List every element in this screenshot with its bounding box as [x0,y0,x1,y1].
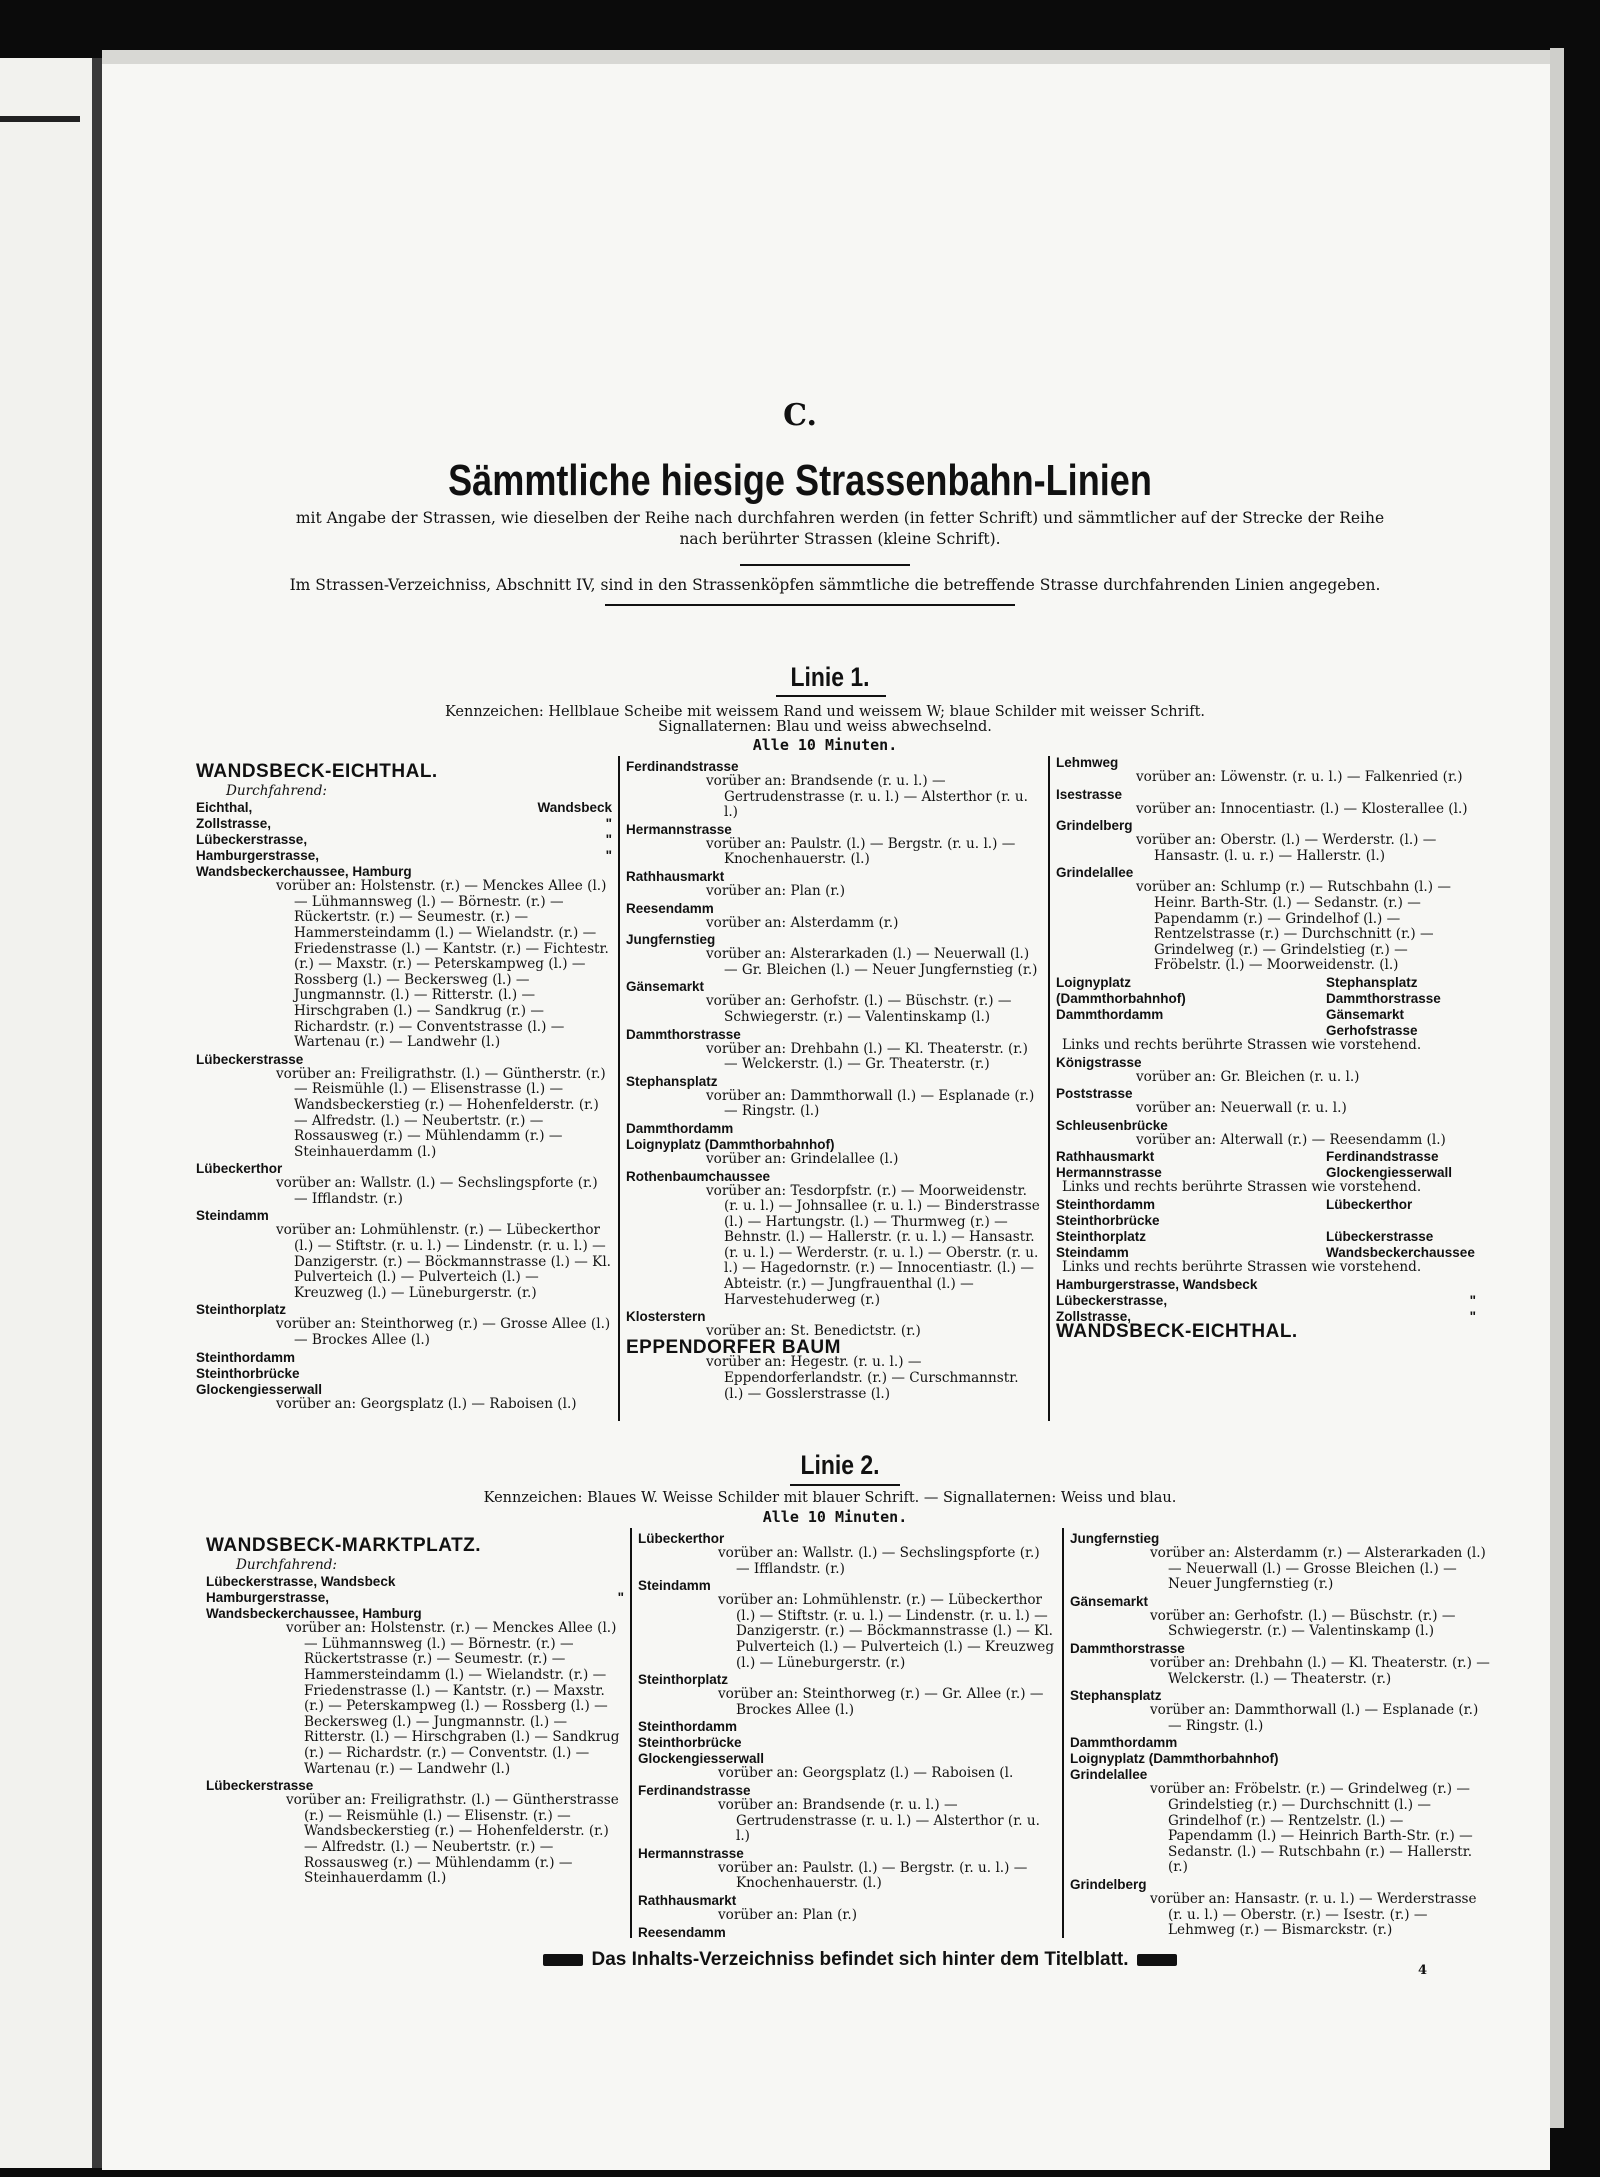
linie-1-column-3 [1056,754,1476,1342]
l1-street: Glockengiesserwall [1326,1165,1453,1181]
linie-2-interval: Alle 10 Minuten. [762,1508,908,1526]
l2-street: Stephansplatz [1070,1688,1162,1704]
l1-street: Loignyplatz (Dammthorbahnhof) [626,1136,835,1152]
l1-street: Steinthorbrücke [1056,1212,1160,1228]
l1-street-row [1056,975,1476,990]
linie-2-column-1 [206,1536,624,1887]
l2-street: Lübeckerstrasse [206,1778,314,1794]
l2-passing-streets: vorüber an: Plan (r.) [718,1906,858,1923]
l1-street: Loignyplatz [1056,974,1131,990]
book-spine [92,58,102,2168]
column-divider [1062,1528,1064,1938]
column-divider [630,1528,632,1938]
l2-street: Steindamm [638,1578,711,1594]
linie-2-title: Linie 2. [800,1450,880,1480]
durchfahrend-label: Durchfahrend: [236,1556,337,1573]
l1-street: Stephansplatz [626,1073,718,1089]
l1-street: Schleusenbrücke [1056,1117,1168,1133]
l1-place: " [1469,1292,1476,1308]
l2-street: Gänsemarkt [1070,1593,1149,1609]
l1-street: Jungfernstieg [626,932,716,948]
l1-street-row [1056,1213,1476,1228]
l2-passing-streets: vorüber an: Gerhofstr. (l.) — Büschstr. (r.) — Schwiegerstr. (r.) — Valentinskamp (l.) [1150,1607,1456,1640]
linie-2-column-2 [638,1530,1056,1940]
divider [605,604,1015,606]
l1-street: Zollstrasse, [196,816,272,832]
divider [790,1484,900,1486]
l1-street: Steinthorplatz [196,1302,286,1318]
page-title: Sämmtliche hiesige Strassenbahn-Linien [448,456,1152,505]
l1-street: Grindelberg [1056,818,1133,834]
l1-passing-streets: vorüber an: Alterwall (r.) — Reesendamm (l.) [1136,1131,1446,1148]
page-edge-shadow [0,116,80,122]
l2-street: Hermannstrasse [638,1845,744,1861]
l1-passing-streets: vorüber an: Alsterarkaden (l.) — Neuerwall (l.) — Gr. Bleichen (l.) — Neuer Jungfernstieg (r.) [706,946,1038,978]
l1-street: Wandsbeckerchaussee [1326,1244,1475,1260]
l1-street: Hermannstrasse [1056,1165,1162,1181]
l1-passing-streets: vorüber an: Freiligrathstr. (l.) — Güntherstr. (r.) — Reismühle (l.) — Elisenstrasse (l.) — Wandsbeckerstieg (r.) — Hohenfelderstr. (r.) — Alfredstr. (l.) — Neubertstr. (r.) — Rossausweg (r.) — Mühlendamm (r.) — Steinhauerdamm (l.) [276,1065,606,1160]
linie-2-column-3 [1070,1530,1492,1939]
l1-street: (Dammthorbahnhof) [1056,990,1186,1006]
l1-street: Hamburgerstrasse, [196,848,320,864]
end-terminus: WANDSBECK-EICHTHAL. [1056,1320,1298,1342]
l2-passing-streets: vorüber an: Freiligrathstr. (l.) — Güntherstrasse (r.) — Reismühle (l.) — Elisenstr. (r.) — Wandsbeckerstieg (r.) — Hohenfelderstr. (r.) — Alfredstr. (l.) — Neubertstr. (r.) — Rossausweg (r.) — Mühlendamm (r.) — Steinhauerdamm (l.) [286,1792,619,1887]
l1-street-row [1056,1149,1476,1164]
index-note: Im Strassen-Verzeichniss, Abschnitt IV, sind in den Strassenköpfen sämmtliche die betreffende Strasse durchfahrenden Linien angegeben. [289,576,1381,594]
l2-street: Steinthorbrücke [638,1735,742,1751]
l2-passing-streets: vorüber an: Drehbahn (l.) — Kl. Theaterstr. (r.) — Welckerstr. (l.) — Theaterstr. (r.) [1150,1654,1490,1687]
l2-passing-streets: vorüber an: Fröbelstr. (r.) — Grindelweg (r.) — Grindelstieg (r.) — Durchschnitt (l.) — Grindelhof (r.) — Rentzelstr. (l.) — Papendamm (l.) — Heinrich Barth-Str. (r.) — Sedanstr. (l.) — Rutschbahn (r.) — Hallerstr. (r.) [1150,1781,1473,1876]
l1-street-row [1056,1229,1476,1244]
l2-passing-streets: vorüber an: Brandsende (r. u. l.) — Gertrudenstrasse (r. u. l.) — Alsterthor (r. u. l.) [718,1796,1040,1845]
l1-street: Steinthordamm [1056,1196,1156,1212]
l1-street: Lübeckerstrasse [196,1051,304,1067]
l1-street: Poststrasse [1056,1086,1133,1102]
start-terminus: WANDSBECK-EICHTHAL. [196,761,438,782]
l2-street: Grindelberg [1070,1876,1147,1892]
l1-street: Rothenbaumchaussee [626,1168,771,1184]
l1-street: Ferdinandstrasse [626,759,739,774]
intro-text: mit Angabe der Strassen, wie dieselben der Reihe nach durchfahren werden (in fetter Schrift) und sämmtlicher auf der Strecke der Reihe nach berührter Strassen (kleine Schrift). [295,509,1385,548]
l1-street: Lübeckerthor [1326,1196,1413,1212]
l2-street: Ferdinandstrasse [638,1782,751,1798]
l1-passing-streets: vorüber an: Alsterdamm (r.) [706,914,899,931]
pointing-hand-icon [1137,1954,1177,1966]
l1-street: Hermannstrasse [626,821,732,837]
footer-note [460,1949,1260,1971]
l1-street: Gänsemarkt [1326,1006,1405,1022]
divider [776,695,886,697]
l1-place: Wandsbeck [537,800,612,816]
section-letter: C. [783,398,817,433]
l1-place: " [605,832,612,848]
l1-street: Hamburgerstrasse, Wandsbeck [1056,1276,1258,1292]
l1-street: Klosterstern [626,1309,706,1325]
l2-passing-streets: vorüber an: Alsterdamm (r.) — Alsterarkaden (l.) — Neuerwall (l.) — Grosse Bleichen (l.) — Neuer Jungfernstieg (r.) [1150,1545,1486,1593]
l1-passing-streets: vorüber an: St. Benedictstr. (r.) [706,1323,921,1340]
l1-note: Links und rechts berührte Strassen wie vorstehend. [1062,1258,1422,1275]
start-terminus: WANDSBECK-MARKTPLATZ. [206,1535,482,1556]
l1-street: Gänsemarkt [626,979,705,995]
l1-passing-streets: vorüber an: Lohmühlenstr. (r.) — Lübeckerthor (l.) — Stiftstr. (r. u. l.) — Lindenstr. (r. u. l.) — Danzigerstr. (r.) — Böckmannstrasse (l.) — Kl. Pulverteich (l.) — Pulverteich (l.) — Kreuzweg (l.) — Lüneburgerstr. (r.) [276,1222,611,1301]
l1-street: Steindamm [1056,1244,1129,1260]
pointing-hand-icon [543,1954,583,1966]
l1-street-row [1056,1165,1476,1180]
l1-passing-streets: vorüber an: Schlump (r.) — Rutschbahn (l.) — Heinr. Barth-Str. (l.) — Sedanstr. (r.) — Papendamm (r.) — Grindelhof (l.) — Rentzelstrasse (r.) — Durchschnitt (r.) — Grindelweg (r.) — Grindelstieg (r.) — Fröbelstr. (l.) — Moorweidenstr. (l.) [1136,879,1451,974]
column-divider [1048,756,1050,1421]
l1-street: Lübeckerstrasse, [1056,1292,1168,1308]
l1-passing-streets: vorüber an: Georgsplatz (l.) — Raboisen (l.) [276,1395,577,1412]
l2-passing-streets: vorüber an: Dammthorwall (l.) — Esplanade (r.) — Ringstr. (l.) [1150,1702,1479,1734]
l1-street-row [1056,1293,1476,1308]
l2-street: Steinthorplatz [638,1672,728,1688]
l2-passing-streets: vorüber an: Hansastr. (r. u. l.) — Werderstrasse (r. u. l.) — Oberstr. (r.) — Isestr. (r.) — Lehmweg (r.) — Bismarckstr. (r.) [1150,1890,1477,1939]
l2-street: Loignyplatz (Dammthorbahnhof) [1070,1751,1279,1767]
l1-street: Lübeckerstrasse, [196,832,308,848]
l2-passing-streets: vorüber an: Lohmühlenstr. (r.) — Lübeckerthor (l.) — Stiftstr. (r. u. l.) — Lindenstr. (r. u. l.) — Danzigerstr. (r.) — Böckmannstrasse (l.) — Kl. Pulverteich (l.) — Pulverteich (l.) — Kreuzweg (l.) — Lüneburgerstr. (r.) [718,1592,1055,1671]
l2-passing-streets: vorüber an: Holstenstr. (r.) — Menckes Allee (l.) — Lühmannsweg (l.) — Börnestr. (r.) — Rückertstrasse (r.) — Seumestr. (r.) — Hammersteindamm (l.) — Wielandstr. (r.) — Friedenstrasse (l.) — Kantstr. (r.) — Maxstr. (r.) — Peterskampweg (l.) — Rossberg (l.) — Beckersweg (l.) — Jungmannstr. (l.) — Ritterstr. (l.) — Hirschgraben (l.) — Sandkrug (r.) — Richardstr. (r.) — Conventstr. (l.) — Wartenau (r.) — Landwehr (l.) [286,1620,620,1777]
l1-passing-streets: vorüber an: Hegestr. (r. u. l.) — Eppendorferlandstr. (r.) — Curschmannstr. (l.) — Gosslerstrasse (l.) [706,1354,1019,1402]
l1-passing-streets: vorüber an: Paulstr. (l.) — Bergstr. (r. u. l.) — Knochenhauerstr. (l.) [706,835,1016,868]
l1-street: Lübeckerthor [196,1161,283,1177]
l1-street: Wandsbeckerchaussee, Hamburg [196,864,412,880]
l1-street: Steindamm [196,1208,269,1224]
l1-street: Dammthordamm [1056,1006,1164,1022]
l1-street [1326,1213,1476,1228]
l1-place: " [605,848,612,864]
l1-passing-streets: vorüber an: Grindelallee (l.) [706,1150,899,1167]
column-divider [618,756,620,1421]
l1-street: Ferdinandstrasse [1326,1149,1439,1165]
l2-street: Steinthordamm [638,1719,738,1735]
l2-street: Reesendamm [638,1924,726,1940]
l1-street: Königstrasse [1056,1054,1142,1070]
previous-page-edge [0,58,92,2168]
l1-street-row [1056,1277,1476,1292]
l2-street: Dammthordamm [1070,1735,1178,1751]
durchfahrend-label: Durchfahrend: [226,782,327,799]
l1-street-row [1056,1245,1476,1260]
l1-street: Lübeckerstrasse [1326,1228,1434,1244]
l1-street: Steinthordamm [196,1349,296,1365]
linie-1-interval: Alle 10 Minuten. [752,736,898,754]
l1-street: Steinthorbrücke [196,1365,300,1381]
l2-street-row [206,1590,624,1605]
l2-place: " [617,1590,624,1606]
l1-street: Glockengiesserwall [196,1381,323,1397]
linie-1-column-2 [626,758,1042,1402]
l1-street: Dammthorstrasse [626,1026,741,1042]
l2-street: Hamburgerstrasse, [206,1590,330,1606]
right-page-edge [1550,48,1564,2128]
l2-street: Wandsbeckerchaussee, Hamburg [206,1606,422,1622]
l1-passing-streets: vorüber an: Wallstr. (l.) — Sechslingspforte (r.) — Ifflandstr. (r.) [276,1175,598,1207]
l1-passing-streets: vorüber an: Plan (r.) [706,882,846,899]
l1-passing-streets: vorüber an: Holstenstr. (r.) — Menckes Allee (l.) — Lühmannsweg (l.) — Börnestr. (r.) — Rückertstr. (r.) — Seumestr. (r.) — Hammersteindamm (l.) — Wielandstr. (r.) — Friedenstrasse (l.) — Kantstr. (r.) — Fichtestr. (r.) — Maxstr. (r.) — Peterskampweg (l.) — Rossberg (l.) — Beckersweg (l.) — Jungmannstr. (l.) — Ritterstr. (l.) — Hirschgraben (l.) — Sandkrug (r.) — Richardstr. (r.) — Conventstrasse (l.) — Wartenau (r.) — Landwehr (l.) [276,878,609,1051]
l2-street: Lübeckerstrasse, Wandsbeck [206,1574,396,1590]
l1-street-row [196,848,612,863]
l2-street: Glockengiesserwall [638,1751,765,1767]
l1-passing-streets: vorüber an: Neuerwall (r. u. l.) [1136,1100,1347,1117]
linie-1-column-1 [196,762,612,1412]
end-terminus: EPPENDORFER BAUM [626,1336,841,1358]
linie-1-title: Linie 1. [790,662,870,692]
l1-street: Isestrasse [1056,786,1123,802]
l1-passing-streets: vorüber an: Drehbahn (l.) — Kl. Theaterstr. (r.) — Welckerstr. (l.) — Gr. Theaterstr. (r.) [706,1040,1028,1073]
l1-passing-streets: vorüber an: Steinthorweg (r.) — Grosse Allee (l.) — Brockes Allee (l.) [276,1316,611,1349]
l1-passing-streets: vorüber an: Tesdorpfstr. (r.) — Moorweidenstr. (r. u. l.) — Johnsallee (r. u. l.) — Binderstrasse (l.) — Hartungstr. (l.) — Thurmweg (r.) — Behnstr. (l.) — Hallerstr. (r. u. l.) — Hansastr. (r. u. l.) — Werderstr. (r. u. l.) — Oberstr. (r. u. l.) — Hagedornstr. (r.) — Innocentiastr. (l.) — Abteistr. (r.) — Jungfrauenthal (l.) — Harvestehuderweg (r.) [706,1182,1040,1308]
l1-street: Grindelallee [1056,865,1134,881]
l2-street-row [206,1606,624,1621]
l2-street: Grindelallee [1070,1767,1148,1783]
l1-passing-streets: vorüber an: Löwenstr. (r. u. l.) — Falkenried (r.) [1136,769,1463,785]
l2-passing-streets: vorüber an: Georgsplatz (l.) — Raboisen (l. [718,1765,1014,1782]
l1-street: Steinthorplatz [1056,1228,1146,1244]
page-number: 4 [1418,1963,1428,1978]
l2-street: Jungfernstieg [1070,1531,1160,1546]
footer-text: Das Inhalts-Verzeichniss befindet sich hinter dem Titelblatt. [591,1949,1129,1970]
page-top-shade [102,50,1550,64]
linie-2-kennzeichen: Kennzeichen: Blaues W. Weisse Schilder mit blauer Schrift. — Signallaternen: Weiss und blau. [483,1490,1177,1506]
l1-passing-streets: vorüber an: Dammthorwall (l.) — Esplanade (r.) — Ringstr. (l.) [706,1087,1035,1120]
l1-note: Links und rechts berührte Strassen wie vorstehend. [1062,1179,1422,1196]
l1-street: Stephansplatz [1326,974,1418,990]
l1-street-row [196,816,612,831]
linie-1-kennzeichen: Kennzeichen: Hellblaue Scheibe mit weissem Rand und weissem W; blaue Schilder mit weisser Schrift. [444,704,1206,720]
l1-street: Dammthorstrasse [1326,990,1441,1006]
l1-street: Rathhausmarkt [626,868,725,884]
linie-1-signal: Signallaternen: Blau und weiss abwechselnd. [658,719,992,735]
l2-passing-streets: vorüber an: Steinthorweg (r.) — Gr. Allee (r.) — Brockes Allee (l.) [718,1686,1044,1718]
l1-street: Rathhausmarkt [1056,1149,1155,1165]
l1-passing-streets: vorüber an: Oberstr. (l.) — Werderstr. (l.) — Hansastr. (l. u. r.) — Hallerstr. (l.) [1136,832,1437,864]
l1-passing-streets: vorüber an: Gr. Bleichen (r. u. l.) [1136,1068,1360,1085]
l1-street: Zollstrasse, [1056,1308,1132,1324]
l1-street-row [1056,1023,1476,1038]
l1-passing-streets: vorüber an: Innocentiastr. (l.) — Klosterallee (l.) [1136,800,1468,817]
l2-street: Dammthorstrasse [1070,1640,1185,1656]
l1-note: Links und rechts berührte Strassen wie vorstehend. [1062,1036,1422,1053]
l2-street-row [206,1574,624,1589]
l1-street: Reesendamm [626,900,714,916]
l2-passing-streets: vorüber an: Paulstr. (l.) — Bergstr. (r. u. l.) — Knochenhauerstr. (l.) [718,1859,1028,1892]
l1-street-row [1056,1197,1476,1212]
l1-passing-streets: vorüber an: Brandsende (r. u. l.) — Gertrudenstrasse (r. u. l.) — Alsterthor (r. u. l.) [706,773,1028,821]
l1-place: " [1469,1308,1476,1324]
l1-street-row [196,864,612,879]
l1-street: Gerhofstrasse [1326,1022,1418,1038]
l1-street: Lehmweg [1056,755,1119,770]
l1-passing-streets: vorüber an: Gerhofstr. (l.) — Büschstr. (r.) — Schwiegerstr. (r.) — Valentinskamp (l.) [706,993,1012,1025]
l1-street-row [196,832,612,847]
l1-street: Dammthordamm [626,1120,734,1136]
l2-passing-streets: vorüber an: Wallstr. (l.) — Sechslingspforte (r.) — Ifflandstr. (r.) [718,1545,1040,1577]
l1-place: " [605,816,612,832]
l2-street: Rathhausmarkt [638,1892,737,1908]
l1-street-row [1056,1007,1476,1022]
l1-street-row [196,800,612,815]
l1-street-row [1056,991,1476,1006]
divider [740,564,910,566]
l2-street: Lübeckerthor [638,1531,725,1546]
l1-street: Eichthal, [196,800,253,816]
